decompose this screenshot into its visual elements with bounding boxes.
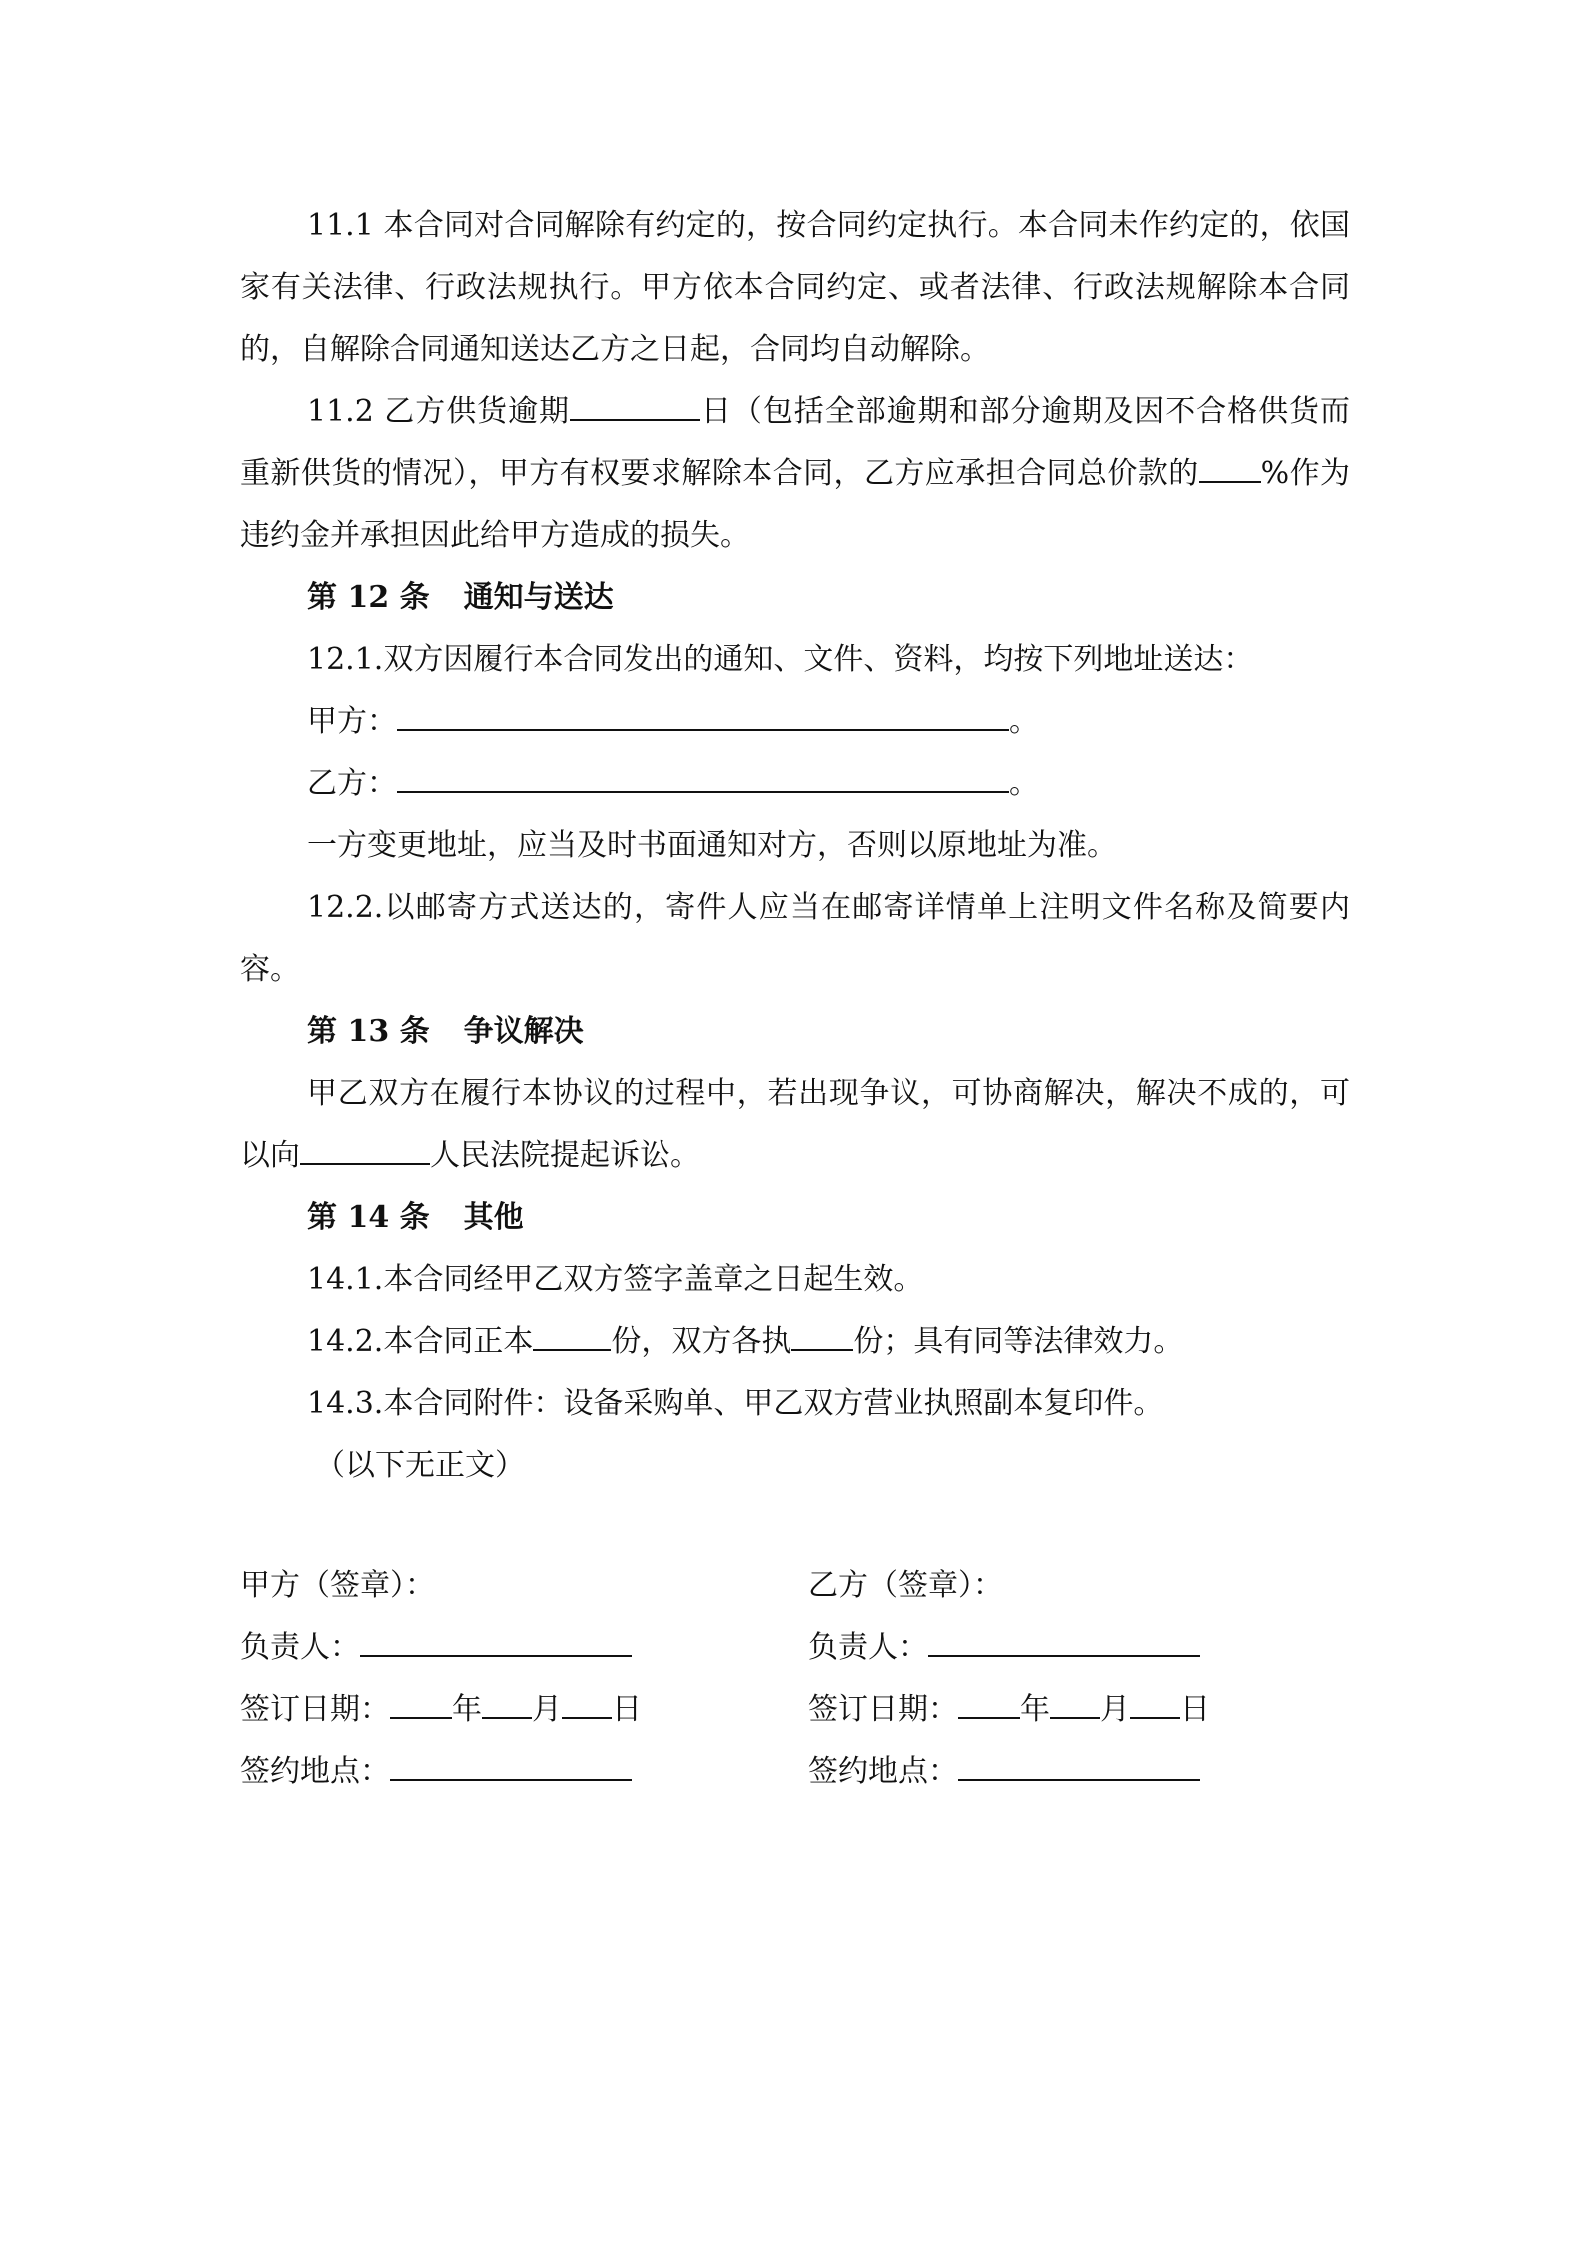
party-b-address-label: 乙方： — [307, 766, 397, 801]
clause-13-part-b: 人民法院提起诉讼。 — [430, 1138, 700, 1173]
party-b-person-label: 负责人： — [808, 1630, 928, 1665]
contract-body — [240, 195, 1350, 1497]
party-b-seal-label: 乙方（签章）： — [808, 1568, 1003, 1603]
party-a-person-blank[interactable] — [360, 1625, 632, 1657]
heading-article-14 — [240, 1187, 1350, 1249]
article-13-title: 争议解决 — [463, 1014, 584, 1049]
clause-14-2-part-b: 份，双方各执 — [611, 1324, 792, 1359]
clause-11-2-part-b: 日（包括全部逾期和部分逾期及因不合格供货而重新供货的情况），甲方有权要求解除本合同，乙方应承担合同总价款的 — [240, 394, 1350, 491]
party-b-signature — [808, 1555, 1328, 1803]
party-a-day-blank[interactable] — [562, 1687, 612, 1719]
party-b-address-end: 。 — [1009, 766, 1039, 801]
party-a-address-end: 。 — [1009, 704, 1039, 739]
no-more-text-note: （以下无正文） — [315, 1448, 525, 1483]
clause-14-2 — [240, 1311, 1350, 1373]
original-copies-blank[interactable] — [533, 1319, 611, 1351]
party-b-year-label: 年 — [1020, 1692, 1050, 1727]
copies-each-blank[interactable] — [791, 1319, 853, 1351]
party-b-day-label: 日 — [1180, 1692, 1210, 1727]
heading-article-12 — [240, 567, 1350, 629]
party-b-place-label: 签约地点： — [808, 1754, 958, 1789]
clause-11-2-part-c: %作为违约金并承担因此给甲方造成的损失。 — [240, 456, 1350, 553]
party-a-person-label: 负责人： — [240, 1630, 360, 1665]
party-b-month-label: 月 — [1100, 1692, 1130, 1727]
clause-13-part-a: 甲乙双方在履行本协议的过程中，若出现争议，可协商解决，解决不成的，可以向 — [240, 1076, 1350, 1173]
article-12-title: 通知与送达 — [463, 580, 614, 615]
party-b-year-blank[interactable] — [958, 1687, 1020, 1719]
party-b-date-label: 签订日期： — [808, 1692, 958, 1727]
party-a-place-line — [240, 1741, 760, 1803]
article-12-number: 第 12 条 — [307, 580, 430, 615]
party-b-address-blank[interactable] — [397, 761, 1009, 793]
article-14-title: 其他 — [463, 1200, 524, 1235]
party-a-year-blank[interactable] — [390, 1687, 452, 1719]
party-a-place-label: 签约地点： — [240, 1754, 390, 1789]
clause-14-3: 14.3.本合同附件：设备采购单、甲乙双方营业执照副本复印件。 — [307, 1386, 1164, 1421]
party-b-person-blank[interactable] — [928, 1625, 1200, 1657]
party-b-place-blank[interactable] — [958, 1749, 1200, 1781]
article-14-number: 第 14 条 — [307, 1200, 430, 1235]
party-b-date-line — [808, 1679, 1328, 1741]
article-13-number: 第 13 条 — [307, 1014, 430, 1049]
court-name-blank[interactable] — [300, 1133, 430, 1165]
clause-12-1: 12.1.双方因履行本合同发出的通知、文件、资料，均按下列地址送达： — [307, 642, 1254, 677]
party-a-address-line — [240, 691, 1350, 753]
party-a-year-label: 年 — [452, 1692, 482, 1727]
party-a-date-line — [240, 1679, 760, 1741]
party-b-person-line — [808, 1617, 1328, 1679]
party-a-date-label: 签订日期： — [240, 1692, 390, 1727]
party-a-month-blank[interactable] — [482, 1687, 532, 1719]
party-a-person-line — [240, 1617, 760, 1679]
party-b-place-line — [808, 1741, 1328, 1803]
clause-11-2 — [240, 381, 1350, 567]
party-a-place-blank[interactable] — [390, 1749, 632, 1781]
clause-14-2-part-a: 14.2.本合同正本 — [307, 1324, 534, 1359]
party-b-day-blank[interactable] — [1130, 1687, 1180, 1719]
clause-11-1: 11.1 本合同对合同解除有约定的，按合同约定执行。本合同未作约定的，依国家有关法律、行政法规执行。甲方依本合同约定、或者法律、行政法规解除本合同的，自解除合同通知送达乙方之日起，合同均自动解除。 — [240, 208, 1350, 367]
party-b-address-line — [240, 753, 1350, 815]
clause-13 — [240, 1063, 1350, 1187]
party-a-month-label: 月 — [532, 1692, 562, 1727]
clause-14-2-part-c: 份；具有同等法律效力。 — [853, 1324, 1184, 1359]
clause-12-address-change: 一方变更地址，应当及时书面通知对方，否则以原地址为准。 — [307, 828, 1117, 863]
party-a-address-label: 甲方： — [307, 704, 397, 739]
clause-11-2-part-a: 11.2 乙方供货逾期 — [307, 394, 570, 429]
clause-14-1: 14.1.本合同经甲乙双方签字盖章之日起生效。 — [307, 1262, 924, 1297]
clause-12-2: 12.2.以邮寄方式送达的，寄件人应当在邮寄详情单上注明文件名称及简要内容。 — [240, 890, 1350, 987]
party-a-address-blank[interactable] — [397, 699, 1009, 731]
penalty-percent-blank[interactable] — [1199, 451, 1261, 483]
party-a-signature — [240, 1555, 760, 1803]
party-a-seal-label: 甲方（签章）： — [240, 1568, 435, 1603]
party-a-day-label: 日 — [612, 1692, 642, 1727]
party-b-month-blank[interactable] — [1050, 1687, 1100, 1719]
overdue-days-blank[interactable] — [570, 389, 700, 421]
heading-article-13 — [240, 1001, 1350, 1063]
